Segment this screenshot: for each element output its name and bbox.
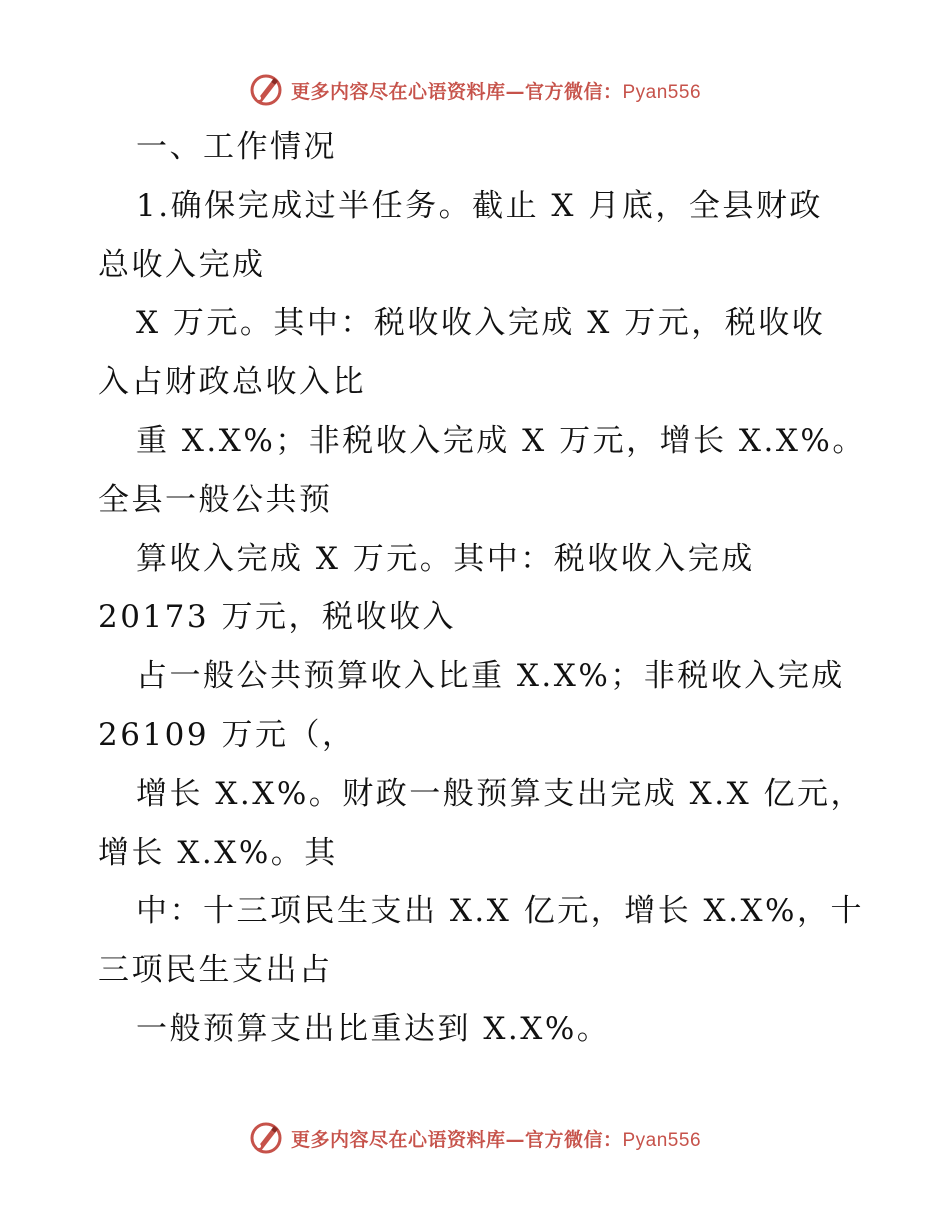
header-banner — [0, 70, 950, 110]
paragraph-line: 一般预算支出比重达到 X.X%。 — [136, 1010, 611, 1047]
paragraph-line: 占一般公共预算收入比重 X.X%；非税收入完成 — [136, 658, 845, 695]
paragraph-line: 全县一般公共预 — [98, 481, 333, 518]
paragraph-line: 算收入完成 X 万元。其中：税收收入完成 — [136, 540, 755, 577]
pen-logo-icon — [249, 73, 283, 107]
paragraph-line: 20173 万元，税收收入 — [98, 599, 456, 636]
section-heading: 一、工作情况 — [136, 129, 337, 165]
footer-banner-text: 更多内容尽在心语资料库—官方微信： — [290, 1128, 623, 1151]
footer-banner-wechat: Pyan556 — [622, 1129, 702, 1151]
paragraph-line: 增长 X.X%。其 — [98, 834, 338, 871]
header-banner-wechat: Pyan556 — [622, 81, 702, 103]
document-body — [98, 118, 866, 1059]
paragraph-line: 26109 万元（， — [98, 716, 356, 753]
paragraph-line: 增长 X.X%。财政一般预算支出完成 X.X 亿元， — [136, 775, 865, 812]
paragraph-line: 入占财政总收入比 — [98, 364, 366, 401]
paragraph-line: 重 X.X%；非税收入完成 X 万元，增长 X.X%。 — [136, 422, 866, 459]
footer-banner — [0, 1118, 950, 1158]
paragraph-line: 中：十三项民生支出 X.X 亿元，增长 X.X%，十 — [136, 893, 865, 930]
paragraph-line: 1.确保完成过半任务。截止 X 月底，全县财政 — [136, 187, 823, 224]
paragraph-line: 总收入完成 — [98, 246, 266, 283]
header-banner-text: 更多内容尽在心语资料库—官方微信： — [290, 80, 623, 103]
pen-logo-icon — [249, 1121, 283, 1155]
paragraph-line: X 万元。其中：税收收入完成 X 万元，税收收 — [136, 305, 826, 342]
paragraph-line: 三项民生支出占 — [98, 952, 333, 989]
